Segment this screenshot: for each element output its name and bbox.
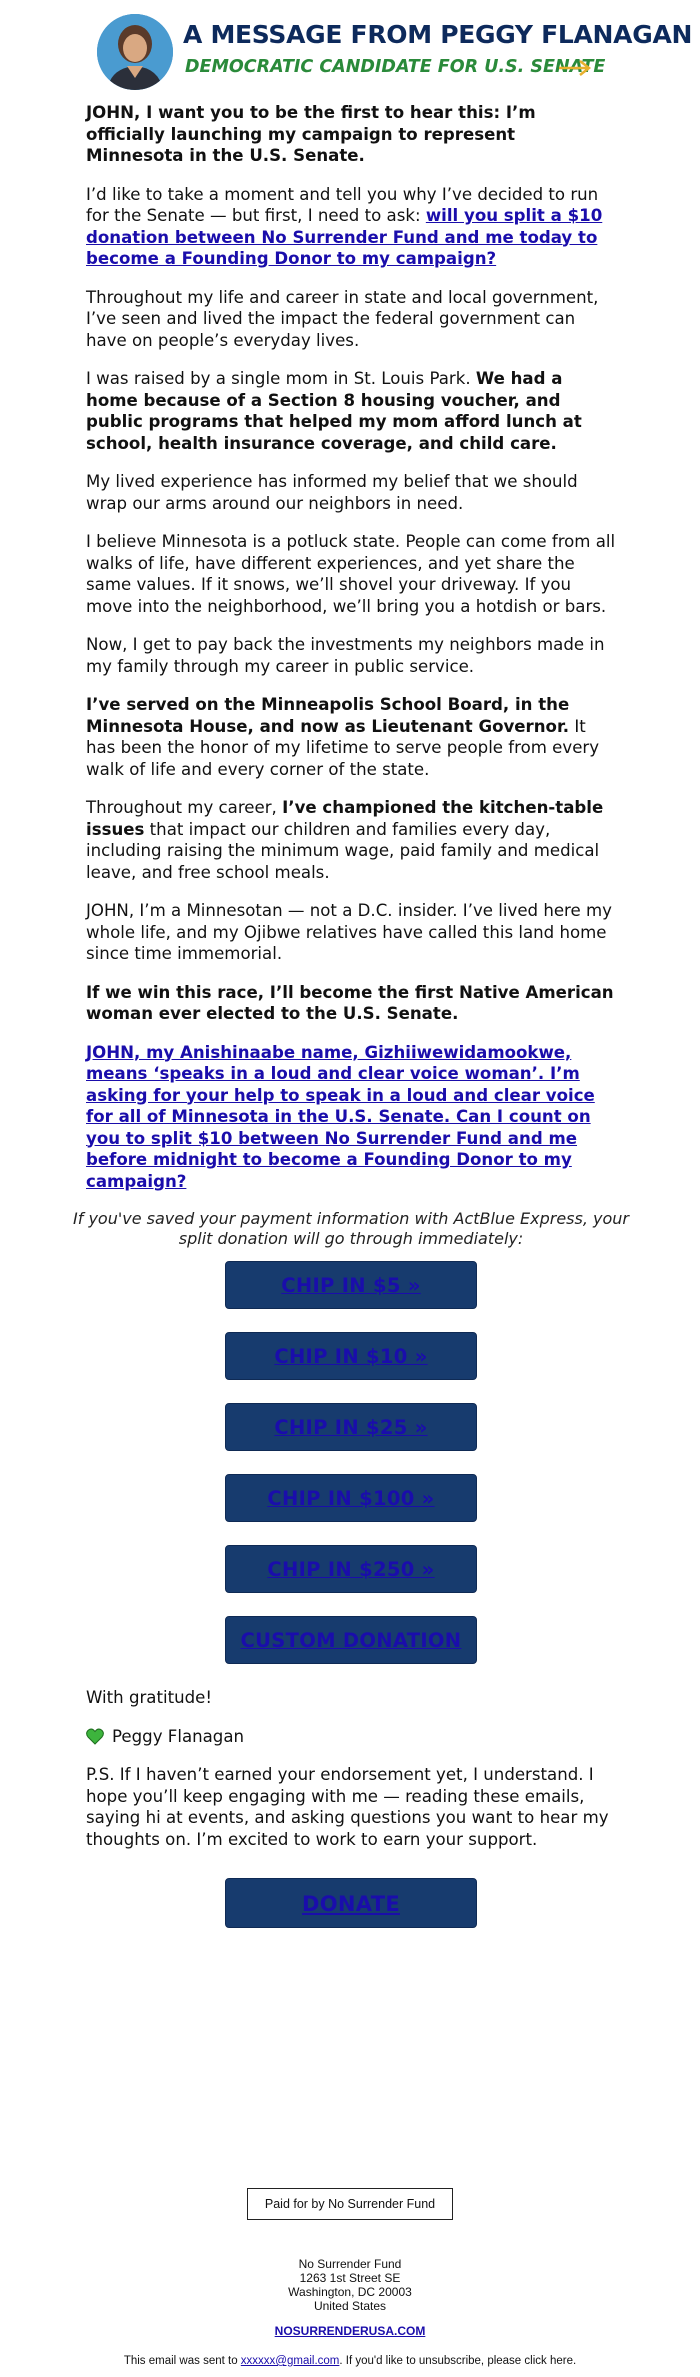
signature: Peggy Flanagan <box>86 1726 616 1748</box>
paid-for-disclaimer: Paid for by No Surrender Fund <box>247 2188 453 2220</box>
header-subtitle: DEMOCRATIC CANDIDATE FOR U.S. SENATE <box>185 57 606 77</box>
donate-button[interactable]: DONATE <box>225 1878 477 1928</box>
email-body <box>73 102 629 1951</box>
mailing-address: No Surrender Fund 1263 1st Street SE Washington, DC 20003 United States <box>288 2257 412 2313</box>
chip-in-250-button[interactable]: CHIP IN $250 » <box>225 1545 477 1593</box>
chip-in-10-button[interactable]: CHIP IN $10 » <box>225 1332 477 1380</box>
chip-in-5-button[interactable]: CHIP IN $5 » <box>225 1261 477 1309</box>
paragraph: Now, I get to pay back the investments my neighbors made in my family through my career in public service. <box>86 635 605 676</box>
gratitude-line: With gratitude! <box>86 1688 213 1707</box>
paragraph: I was raised by a single mom in St. Louis Park. We had a home because of a Section 8 housing voucher, and public programs that helped my mom afford lunch at school, health insurance coverage, and child care. <box>86 369 582 453</box>
unsubscribe-line: This email was sent to xxxxxx@gmail.com. If you'd like to unsubscribe, please click here. <box>123 2355 577 2367</box>
paragraph: Throughout my career, I’ve championed the kitchen-table issues that impact our children and families every day, including raising the minimum wage, paid family and medical leave, and free school meals. <box>86 798 604 882</box>
intro-paragraph: JOHN, I want you to be the first to hear this: I’m officially launching my campaign to represent Minnesota in the U.S. Senate. <box>86 103 536 165</box>
paragraph: I believe Minnesota is a potluck state. People can come from all walks of life, have different experiences, and yet share the same values. If it snows, we’ll shovel your driveway. If you move into the neighborhood, we’ll bring you a hotdish or bars. <box>86 532 616 616</box>
header-title: A MESSAGE FROM PEGGY FLANAGAN <box>183 20 693 49</box>
postscript: P.S. If I haven’t earned your endorsement yet, I understand. I hope you’ll keep engaging with me — reading these emails, saying hi at events, and asking questions you want to hear my thoughts on. I’m excited to work to earn your support. <box>86 1765 609 1849</box>
split-donation-link[interactable]: will you split a $10 donation between No Surrender Fund and me today to become a Founding Donor to my campaign? <box>86 206 603 268</box>
paragraph <box>86 1042 616 1193</box>
paragraph: JOHN, I’m a Minnesotan — not a D.C. insider. I’ve lived here my whole life, and my Ojibwe relatives have called this land home since time immemorial. <box>86 901 612 963</box>
email-header <box>97 14 693 90</box>
chip-in-25-button[interactable]: CHIP IN $25 » <box>225 1403 477 1451</box>
arrow-right-icon <box>558 58 592 78</box>
website-link[interactable]: NOSURRENDERUSA.COM <box>274 2324 426 2338</box>
chip-in-100-button[interactable]: CHIP IN $100 » <box>225 1474 477 1522</box>
actblue-note: If you've saved your payment information with ActBlue Express, your split donation will go through immediately: <box>73 1209 629 1248</box>
website-link-wrap <box>0 2324 700 2338</box>
paragraph: I’ve served on the Minneapolis School Board, in the Minnesota House, and now as Lieutenant Governor. It has been the honor of my lifetime to serve people from every walk of life and every corner of the state. <box>86 695 600 779</box>
paragraph: I’d like to take a moment and tell you why I’ve decided to run for the Senate — but first, I need to ask: will you split a $10 donation between No Surrender Fund and me today to become a Founding Donor to my campaign? <box>86 184 603 268</box>
green-heart-icon <box>86 1728 104 1745</box>
avatar <box>97 14 173 90</box>
founding-donor-link[interactable]: JOHN, my Anishinaabe name, Gizhiiwewidamookwe, means ‘speaks in a loud and clear voice woman’. I’m asking for your help to speak in a loud and clear voice for all of Minnesota in the U.S. Senate. Can I count on you to split $10 between No Surrender Fund and me before midnight to become a Founding Donor to my campaign? <box>86 1042 595 1191</box>
paragraph: Throughout my life and career in state and local government, I’ve seen and lived the impact the federal government can have on people’s everyday lives. <box>86 287 599 350</box>
recipient-email-link[interactable]: xxxxxx@gmail.com <box>240 2355 340 2367</box>
custom-donation-button[interactable]: CUSTOM DONATION <box>225 1616 477 1664</box>
paragraph: My lived experience has informed my belief that we should wrap our arms around our neighbors in need. <box>86 472 578 513</box>
paragraph: If we win this race, I’ll become the first Native American woman ever elected to the U.S. Senate. <box>86 982 614 1023</box>
unsubscribe-text[interactable]: . If you'd like to unsubscribe, please click here. <box>339 2355 577 2367</box>
